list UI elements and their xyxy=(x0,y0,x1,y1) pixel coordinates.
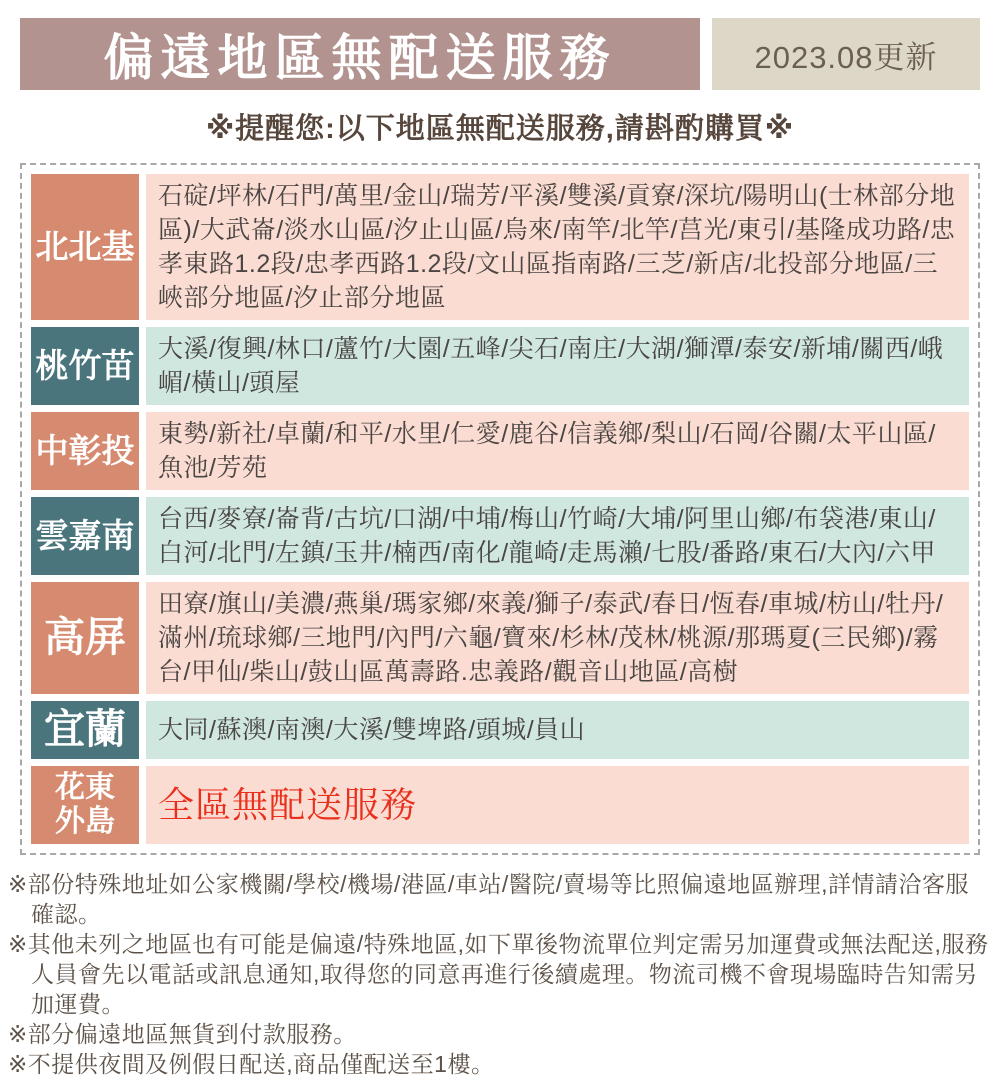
table-row-hualien-taitung-islands xyxy=(31,766,969,844)
no-service-text: 全區無配送服務 xyxy=(158,784,418,825)
table-row-kaohsiung-pingtung xyxy=(31,582,969,694)
region-areas-text: 石碇/坪林/石門/萬里/金山/瑞芳/平溪/雙溪/貢寮/深坑/陽明山(士林部分地區)/大武崙/淡水山區/汐止山區/烏來/南竿/北竿/莒光/東引/基隆成功路/忠孝東路1.2段/忠孝西路1.2段/文山區指南路/三芝/新店/北投部分地區/三峽部分地區/汐止部分地區 xyxy=(158,182,956,312)
note-special-address: ※部份特殊地址如公家機關/學校/機場/港區/車站/醫院/賣場等比照偏遠地區辦理,詳情請洽客服確認。 xyxy=(8,871,970,927)
region-areas-text: 大溪/復興/林口/蘆竹/大園/五峰/尖石/南庄/大湖/獅潭/泰安/新埔/關西/峨嵋/橫山/頭屋 xyxy=(158,335,944,397)
region-label: 高屏 xyxy=(31,582,139,694)
reminder-subtitle: ※提醒您:以下地區無配送服務,請斟酌購買※ xyxy=(205,113,795,145)
note-delivery-hours: ※不提供夜間及例假日配送,商品僅配送至1樓。 xyxy=(8,1051,495,1077)
region-areas xyxy=(146,701,969,759)
region-areas xyxy=(146,497,969,575)
region-label: 桃竹苗 xyxy=(31,327,139,405)
note-unlisted-areas: ※其他未列之地區也有可能是偏遠/特殊地區,如下單後物流單位判定需另加運費或無法配送,服務人員會先以電話或訊息通知,取得您的同意再進行後續處理。物流司機不會現場臨時告知需另加運費。 xyxy=(8,931,989,1017)
page-title: 偏遠地區無配送服務 xyxy=(20,18,700,90)
region-label: 中彰投 xyxy=(31,412,139,490)
region-label: 宜蘭 xyxy=(31,701,139,759)
remote-area-notice-page xyxy=(0,18,1000,1077)
table-row-central xyxy=(31,412,969,490)
no-delivery-zone-table xyxy=(20,163,980,855)
region-areas-text: 大同/蘇澳/南澳/大溪/雙埤路/頭城/員山 xyxy=(158,716,586,744)
header xyxy=(20,18,980,90)
region-label: 雲嘉南 xyxy=(31,497,139,575)
region-label xyxy=(31,766,139,844)
region-areas xyxy=(146,412,969,490)
region-label-text: 花東外島 xyxy=(55,770,115,838)
region-areas xyxy=(146,174,969,320)
table-row-north xyxy=(31,174,969,320)
table-row-yilan xyxy=(31,701,969,759)
region-areas-text: 台西/麥寮/崙背/古坑/口湖/中埔/梅山/竹崎/大埔/阿里山鄉/布袋港/東山/白河/北門/左鎮/玉井/楠西/南化/龍崎/走馬瀨/七股/番路/東石/大內/六甲 xyxy=(158,505,936,567)
table-row-yunlin-chiayi-tainan xyxy=(31,497,969,575)
updated-date-badge: 2023.08更新 xyxy=(712,18,980,90)
note-no-cod: ※部分偏遠地區無貨到付款服務。 xyxy=(8,1021,357,1047)
table-row-taoyuan-hsinchu-miaoli xyxy=(31,327,969,405)
region-areas xyxy=(146,582,969,694)
region-areas-no-service xyxy=(146,766,969,844)
footer-notes xyxy=(8,869,992,1079)
region-areas-text: 東勢/新社/卓蘭/和平/水里/仁愛/鹿谷/信義鄉/梨山/石岡/谷關/太平山區/魚池/芳苑 xyxy=(158,420,936,482)
region-areas-text: 田寮/旗山/美濃/燕巢/瑪家鄉/來義/獅子/泰武/春日/恆春/車城/枋山/牡丹/滿州/琉球鄉/三地門/內門/六龜/寶來/杉林/茂林/桃源/那瑪夏(三民鄉)/霧台/甲仙/柴山/鼓山區萬壽路.忠義路/觀音山地區/高樹 xyxy=(158,590,944,686)
region-label: 北北基 xyxy=(31,174,139,320)
region-areas xyxy=(146,327,969,405)
